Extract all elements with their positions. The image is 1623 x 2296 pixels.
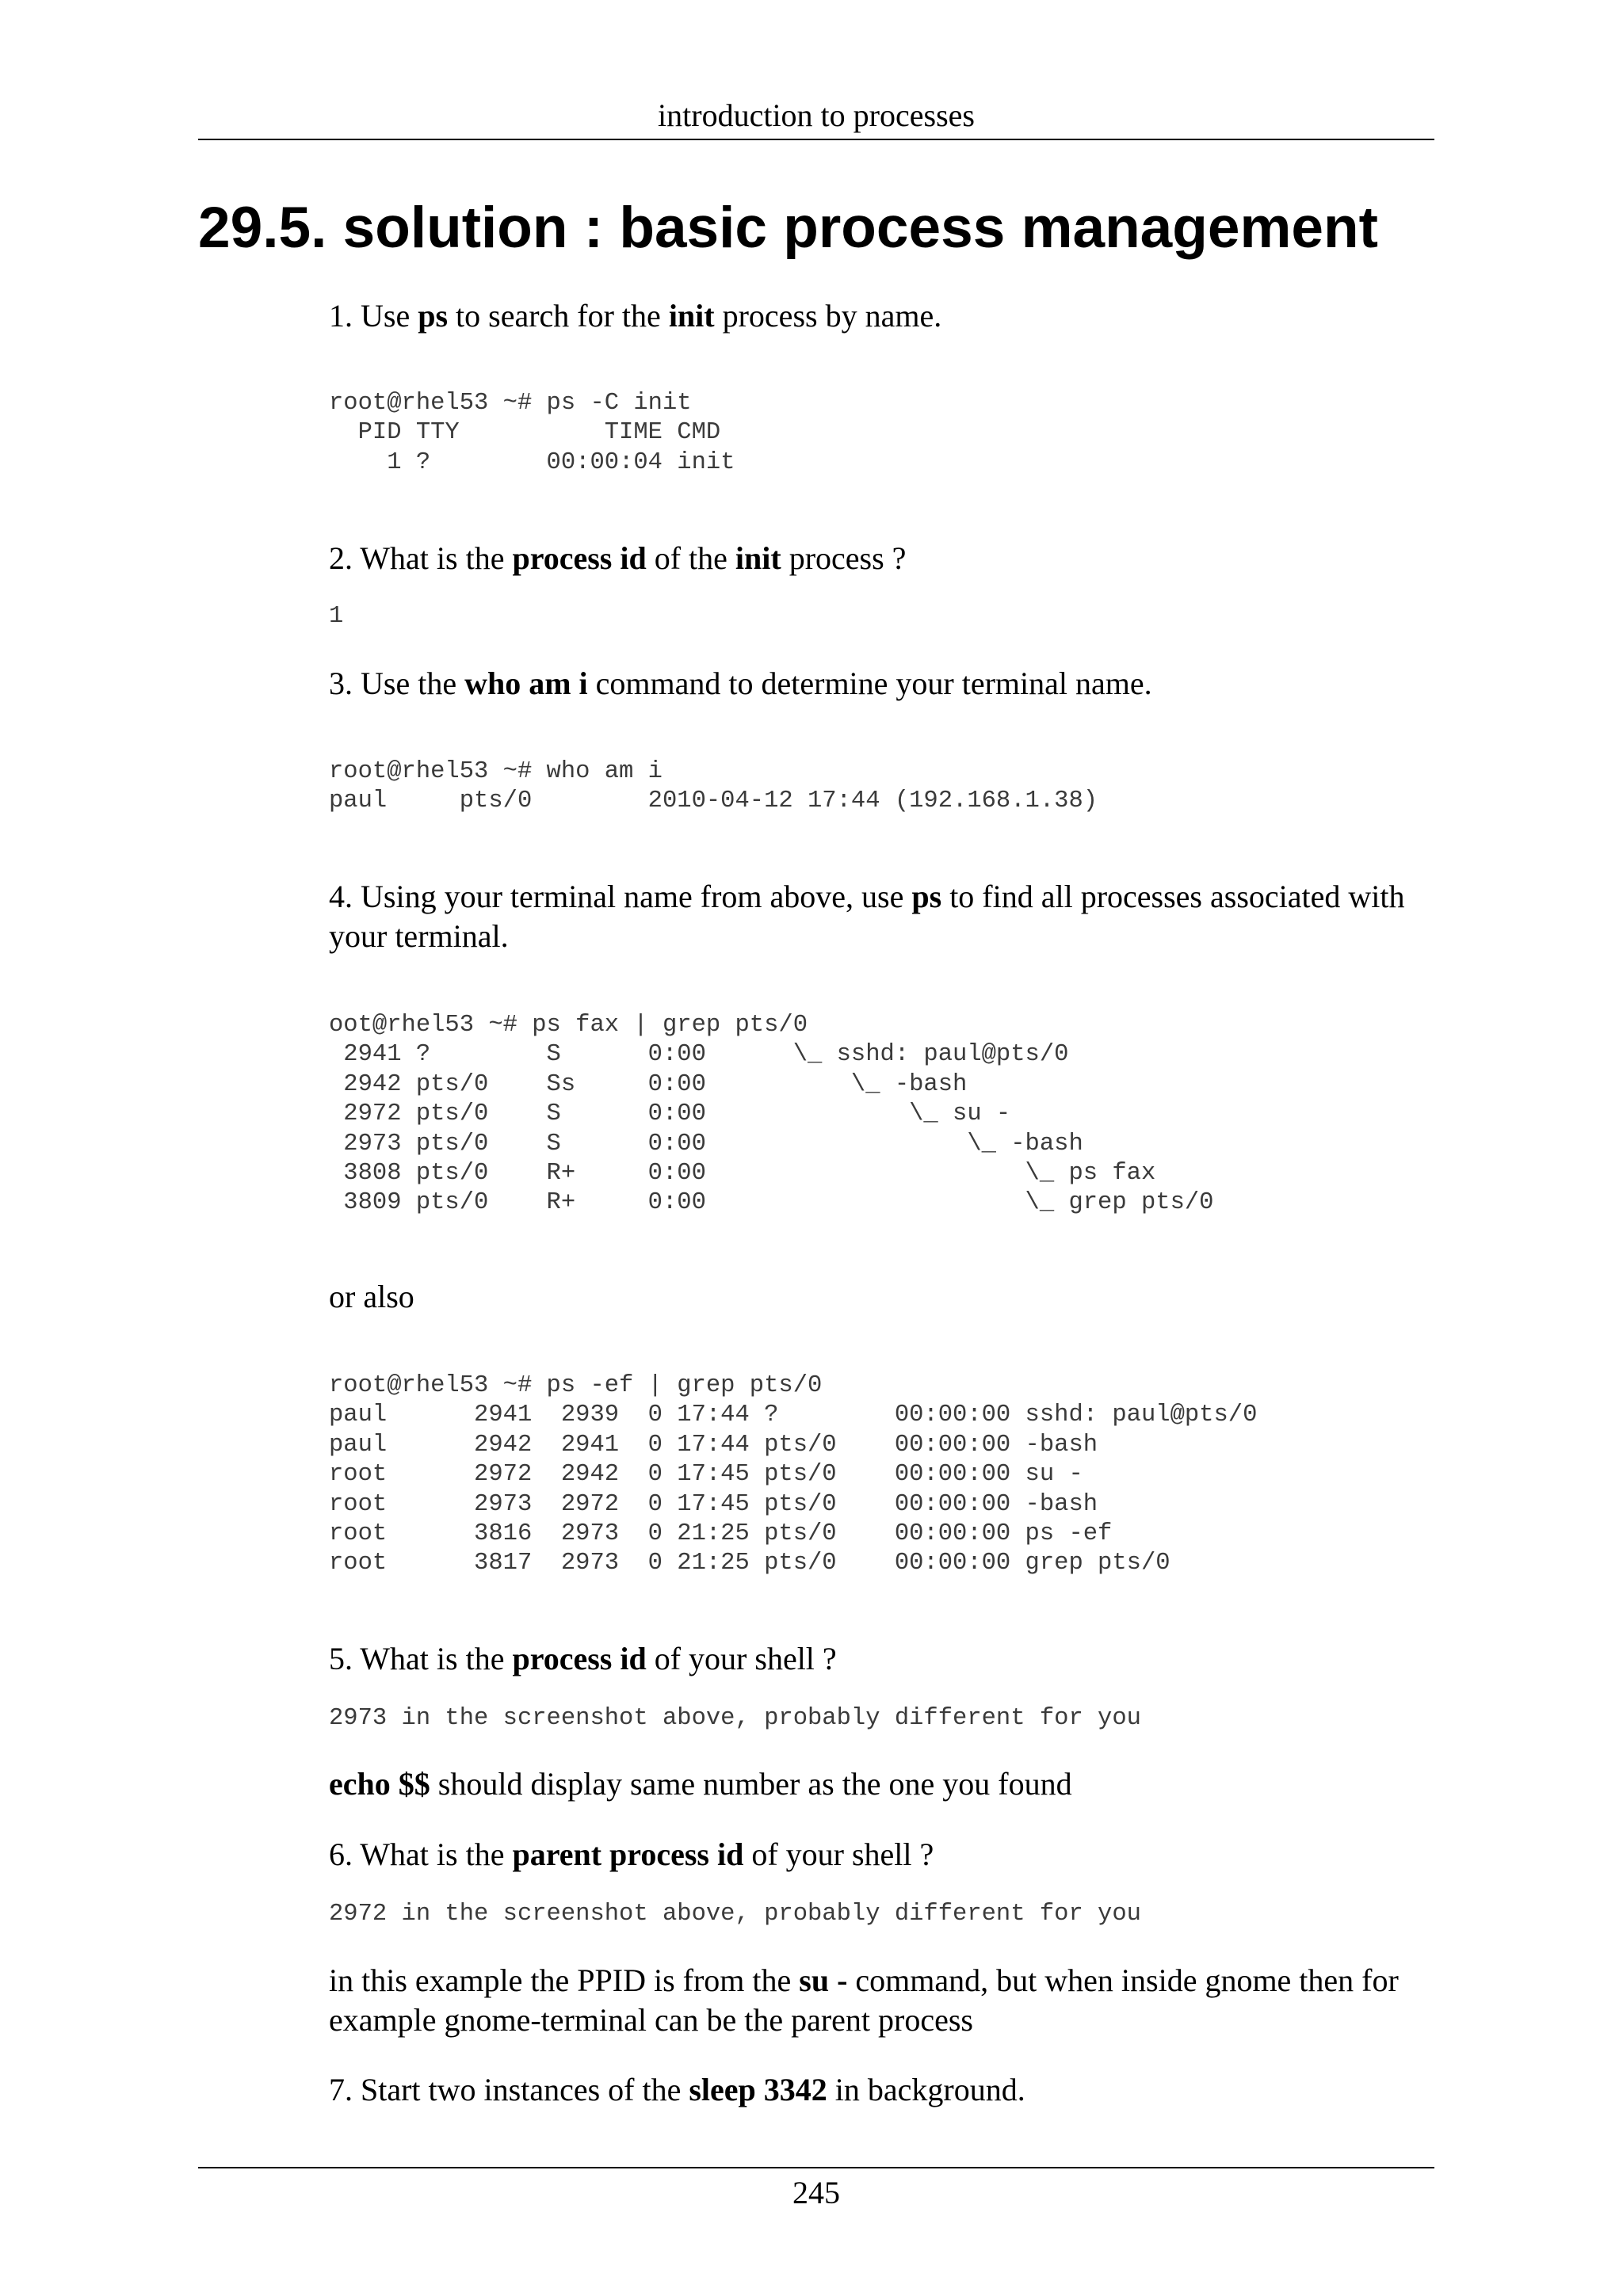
question-1-command-ps: ps: [418, 298, 449, 334]
ppid-note: [329, 1961, 1438, 2040]
question-5-text-a: 5. What is the: [329, 1641, 513, 1676]
echo-note: [329, 1764, 1438, 1804]
ppid-note-command-su: su -: [799, 1962, 848, 1998]
question-6: [329, 1835, 1438, 1875]
question-2-term-process-id: process id: [512, 540, 647, 576]
running-header: introduction to processes: [658, 97, 975, 133]
question-3-text-b: command to determine your terminal name.: [587, 666, 1152, 701]
answer-5: 2973 in the screenshot above, probably different for you: [329, 1705, 1141, 1732]
question-7-text-b: in background.: [827, 2072, 1025, 2107]
footer-rule: [198, 2167, 1434, 2168]
question-2: [329, 539, 1438, 578]
question-6-text-b: of your shell ?: [743, 1836, 934, 1872]
question-7-command-sleep: sleep 3342: [689, 2072, 827, 2107]
header-rule: [198, 139, 1434, 140]
question-3: [329, 664, 1438, 704]
question-2-text-c: process ?: [781, 540, 907, 576]
echo-note-text: should display same number as the one you found: [430, 1766, 1072, 1802]
question-5-term-process-id: process id: [512, 1641, 647, 1676]
answer-2: 1: [329, 603, 344, 630]
question-4: [329, 877, 1438, 956]
question-4-text-a: 4. Using your terminal name from above, use: [329, 879, 912, 914]
ppid-note-text-a: in this example the PPID is from the: [329, 1962, 800, 1998]
ppid-note-text-b: command, but when inside gnome then for example gnome-terminal can be the parent process: [329, 1962, 1399, 2038]
answer-6: 2972 in the screenshot above, probably different for you: [329, 1901, 1141, 1928]
question-1-text-c: process by name.: [714, 298, 942, 334]
question-5-text-b: of your shell ?: [646, 1641, 837, 1676]
question-5: [329, 1639, 1438, 1679]
question-4-text-b: to find all processes associated with your terminal.: [329, 879, 1405, 954]
question-1-text-a: 1. Use: [329, 298, 418, 334]
or-also-text: or also: [329, 1279, 414, 1314]
section-title: 29.5. solution : basic process management: [198, 196, 1378, 260]
question-3-text-a: 3. Use the: [329, 666, 465, 701]
question-7: [329, 2070, 1438, 2110]
question-4-command-ps: ps: [911, 879, 942, 914]
question-1-text-b: to search for the: [448, 298, 669, 334]
question-1: [329, 296, 1438, 336]
code-block-who-am-i: root@rhel53 ~# who am i paul pts/0 2010-04-12 17:44 (192.168.1.38): [329, 758, 1098, 815]
code-block-ps-fax: oot@rhel53 ~# ps fax | grep pts/0 2941 ? S 0:00 \_ sshd: paul@pts/0 2942 pts/0 Ss 0:00 \_ -bash 2972 pts/0 S 0:00 \_ su - 2973 pts/0 S 0:00 \_ -bash 3808 pts/0 R+ 0:00 \_ ps fax 3809 pts/0 R+ 0:00 \_ grep pts/0: [329, 1012, 1214, 1217]
question-3-command-who-am-i: who am i: [464, 666, 588, 701]
question-2-text-b: of the: [646, 540, 735, 576]
page-number: 245: [792, 2175, 840, 2210]
question-1-term-init: init: [668, 298, 715, 334]
code-block-ps-ef: root@rhel53 ~# ps -ef | grep pts/0 paul 2941 2939 0 17:44 ? 00:00:00 sshd: paul@pts/0 paul 2942 2941 0 17:44 pts/0 00:00:00 -bash root 2972 2942 0 17:45 pts/0 00:00:00 su - root 2973 2972 0 17:45 pts/0 00:00:00 -bash root 3816 2973 0 21:25 pts/0 00:00:00 ps -ef root 3817 2973 0 21:25 pts/0 00:00:00 grep pts/0: [329, 1372, 1258, 1577]
code-block-ps-c-init: root@rhel53 ~# ps -C init PID TTY TIME CMD 1 ? 00:00:04 init: [329, 390, 735, 476]
question-7-text-a: 7. Start two instances of the: [329, 2072, 689, 2107]
question-6-term-parent-process-id: parent process id: [512, 1836, 744, 1872]
question-6-text-a: 6. What is the: [329, 1836, 513, 1872]
question-2-text-a: 2. What is the: [329, 540, 513, 576]
echo-command: echo $$: [329, 1766, 430, 1802]
question-2-term-init: init: [735, 540, 781, 576]
